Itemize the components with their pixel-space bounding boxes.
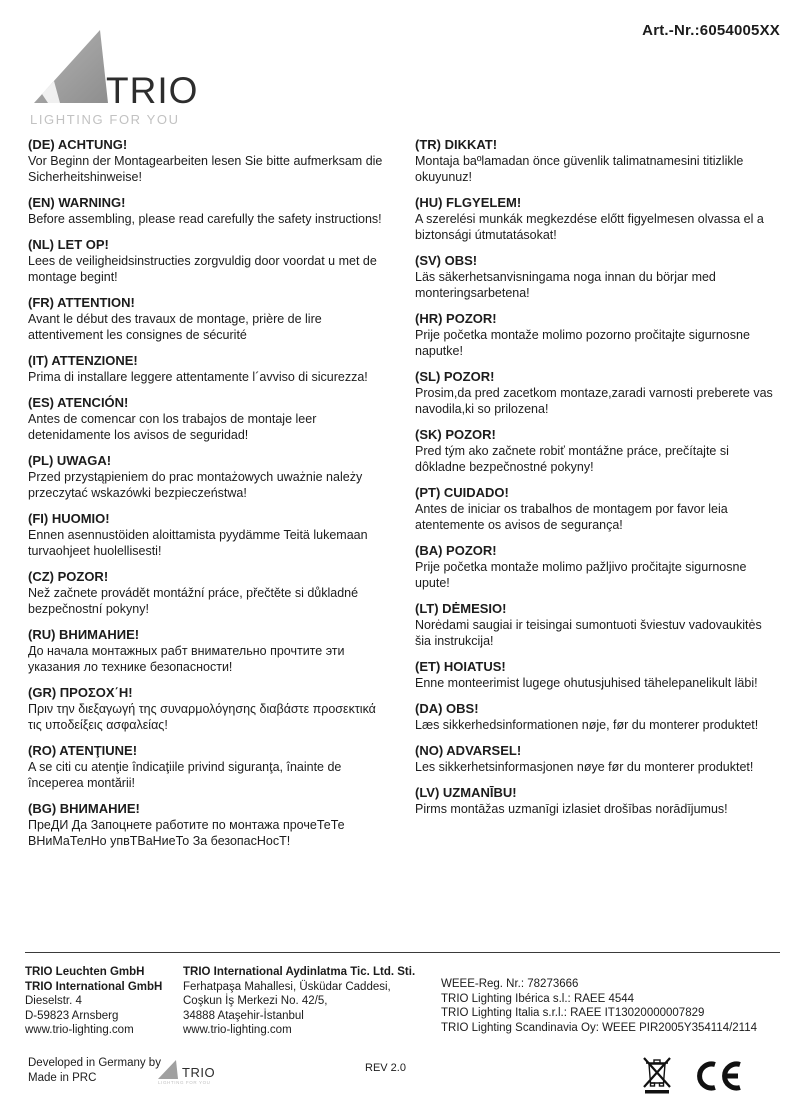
warning-language-header: (TR) DIKKAT! xyxy=(415,137,498,152)
warning-language-header: (PT) CUIDADO! xyxy=(415,485,509,500)
warning-text: Læs sikkerhedsinformationen nøje, før du monterer produktet! xyxy=(415,718,759,732)
warning-text: Norėdami saugiai ir teisingai sumontuoti šviestuv vadovaukitės šia instrukcija! xyxy=(415,618,762,648)
warning-text: Przed przystąpieniem do prac montażowych uważnie należy przeczytać wskazówki bezpieczeństwa! xyxy=(28,470,363,500)
footer-address-line: www.trio-lighting.com xyxy=(25,1024,134,1036)
warning-text: Prosim,da pred zacetkom montaze,zaradi varnosti preberete vas navodila,ki so prilozena! xyxy=(415,386,773,416)
trio-logo-tagline: LIGHTING FOR YOU xyxy=(30,112,180,127)
warning-entry xyxy=(28,353,388,385)
warning-entry xyxy=(415,369,780,417)
footer-registry xyxy=(441,965,757,1038)
warning-text: Läs säkerhetsanvisningama noga innan du börjar med monteringsarbetena! xyxy=(415,270,716,300)
warnings-column-left xyxy=(28,137,388,859)
warning-language-header: (BG) ВНИМАНИЕ! xyxy=(28,801,140,816)
ce-mark-icon xyxy=(694,1060,744,1096)
warning-text: Prije početka montaže molimo pozorno pročitajte sigurnosne naputke! xyxy=(415,328,750,358)
warning-text: До начала монтажных рабт внимательно прочтите эти указания ло технике безопасности! xyxy=(28,644,345,674)
warning-language-header: (NO) ADVARSEL! xyxy=(415,743,522,758)
warning-text: Pred tým ako začnete robiť montážne práce, prečítajte si dôkladne bezpečnostné pokyny! xyxy=(415,444,729,474)
warning-entry xyxy=(415,427,780,475)
revision-label: REV 2.0 xyxy=(365,1062,406,1074)
warning-language-header: (LT) DĖMESIO! xyxy=(415,601,507,616)
warning-text: Les sikkerhetsinformasjonen nøye før du monterer produktet! xyxy=(415,760,754,774)
warning-entry xyxy=(28,295,388,343)
warning-entry xyxy=(28,685,388,733)
footer-company-name: TRIO Leuchten GmbH xyxy=(25,966,145,978)
footer-registry-line: TRIO Lighting Scandinavia Oy: WEEE PIR2005Y354114/2114 xyxy=(441,1021,758,1034)
warning-entry xyxy=(415,601,780,649)
warning-language-header: (ET) HOIATUS! xyxy=(415,659,506,674)
warning-language-header: (DE) ACHTUNG! xyxy=(28,137,128,152)
warning-text: Avant le début des travaux de montage, prière de lire attentivement les consignes de sécurité xyxy=(28,312,322,342)
trio-logo-small-triangle-icon xyxy=(158,1060,180,1080)
warning-entry xyxy=(28,195,388,227)
trio-logo-triangle-icon xyxy=(34,30,112,111)
warning-language-header: (NL) LET OP! xyxy=(28,237,109,252)
warning-language-header: (DA) OBS! xyxy=(415,701,479,716)
warning-entry xyxy=(28,137,388,185)
warning-entry xyxy=(415,659,780,691)
warning-language-header: (SK) POZOR! xyxy=(415,427,496,442)
warning-language-header: (FI) HUOMIO! xyxy=(28,511,110,526)
warning-entry xyxy=(28,569,388,617)
warning-language-header: (IT) ATTENZIONE! xyxy=(28,353,138,368)
warning-entry xyxy=(415,311,780,359)
warning-text: Prima di installare leggere attentamente l´avviso di sicurezza! xyxy=(28,370,368,384)
warning-entry xyxy=(415,253,780,301)
warnings-section xyxy=(28,137,780,859)
warning-language-header: (RU) ВНИМАНИЕ! xyxy=(28,627,140,642)
warning-text: Montaja baºlamadan önce güvenlik talimatnamesini titizlikle okuyunuz! xyxy=(415,154,744,184)
warning-entry xyxy=(415,543,780,591)
warning-text: Enne monteerimist lugege ohutusjuhised tähelepanelikult läbi! xyxy=(415,676,758,690)
warning-language-header: (FR) ATTENTION! xyxy=(28,295,135,310)
warning-text: Antes de iniciar os trabalhos de montagem por favor leia atentemente os avisos de segurança! xyxy=(415,502,728,532)
warning-text: Lees de veiligheidsinstructies zorgvuldig door voordat u met de montage begint! xyxy=(28,254,377,284)
footer-company-name: TRIO International Aydinlatma Tic. Ltd. Sti. xyxy=(183,966,416,978)
warning-text: A se citi cu atenţie îndicaţiile privind siguranţa, înainte de începerea montării! xyxy=(28,760,342,790)
footer-registry-line: WEEE-Reg. Nr.: 78273666 xyxy=(441,978,579,990)
warning-text: Πριν την διεξαγωγή της συναρμολόγησης διαβάστε προσεκτικά τις υποδείξεις ασφαλείας! xyxy=(28,702,376,732)
warning-language-header: (CZ) POZOR! xyxy=(28,569,109,584)
warning-entry xyxy=(28,453,388,501)
warning-text: Prije početka montaže molimo pažljivo pročitajte sigurnosne upute! xyxy=(415,560,747,590)
warning-text: Pirms montāžas uzmanīgi izlasiet drošības norādījumus! xyxy=(415,802,728,816)
warning-text: Ennen asennustöiden aloittamista pyydämme Teitä lukemaan turvaohjeet huolellisesti! xyxy=(28,528,368,558)
warning-entry xyxy=(415,785,780,817)
article-number: Art.-Nr.:6054005XX xyxy=(642,22,780,39)
footer-address-line: 34888 Ataşehir-İstanbul xyxy=(183,1009,304,1022)
warning-entry xyxy=(28,511,388,559)
footer-address-germany xyxy=(25,965,183,1038)
warning-entry xyxy=(415,485,780,533)
warning-entry xyxy=(28,395,388,443)
warning-text: Antes de comencar con los trabajos de montaje leer detenidamente los avisos de seguridad! xyxy=(28,412,317,442)
warning-language-header: (SV) OBS! xyxy=(415,253,478,268)
warning-entry xyxy=(415,743,780,775)
warning-entry xyxy=(28,627,388,675)
footer-address-line: Ferhatpaşa Mahallesi, Üsküdar Caddesi, xyxy=(183,980,391,993)
footer xyxy=(25,952,780,1038)
footer-address-turkey xyxy=(183,965,441,1038)
footer-company-name: TRIO International GmbH xyxy=(25,980,163,993)
warnings-column-right xyxy=(415,137,780,859)
trio-logo-wordmark: TRIO xyxy=(106,70,199,111)
warning-entry xyxy=(415,701,780,733)
footer-registry-line: TRIO Lighting Ibérica s.l.: RAEE 4544 xyxy=(441,992,635,1005)
weee-crossed-bin-icon xyxy=(642,1056,672,1096)
warning-language-header: (PL) UWAGA! xyxy=(28,453,112,468)
warning-text: ПреДИ Да Запоцнете работите по монтажа прочеТеТе ВНиМаТелНо упвТВаНиеТо За безопасНосТ! xyxy=(28,818,345,848)
warning-language-header: (BA) POZOR! xyxy=(415,543,497,558)
developed-note: Developed in Germany by Made in PRC xyxy=(28,1057,161,1084)
warning-language-header: (HU) FLGYELEM! xyxy=(415,195,522,210)
footer-address-line: Dieselstr. 4 xyxy=(25,995,82,1007)
warning-language-header: (ES) ATENCIÓN! xyxy=(28,395,129,410)
warning-entry xyxy=(28,801,388,849)
footer-address-line: D-59823 Arnsberg xyxy=(25,1009,119,1022)
warning-language-header: (RO) ATENŢIUNE! xyxy=(28,743,138,758)
trio-logo-small: TRIO LIGHTING FOR YOU xyxy=(158,1060,228,1085)
warning-language-header: (GR) ΠΡΟΣΟΧ΄Η! xyxy=(28,685,133,700)
warning-text: Než začnete provádět montážní práce, přečtěte si důkladné bezpečnostní pokyny! xyxy=(28,586,359,616)
warning-text: Vor Beginn der Montagearbeiten lesen Sie bitte aufmerksam die Sicherheitshinweise! xyxy=(28,154,383,184)
warning-language-header: (SL) POZOR! xyxy=(415,369,495,384)
warning-entry xyxy=(415,137,780,185)
bottom-row xyxy=(28,1056,780,1096)
warning-entry xyxy=(28,743,388,791)
warning-text: Before assembling, please read carefully the safety instructions! xyxy=(28,212,382,226)
warning-entry xyxy=(28,237,388,285)
footer-address-line: Coşkun İş Merkezi No. 42/5, xyxy=(183,995,328,1007)
warning-entry xyxy=(415,195,780,243)
warning-language-header: (EN) WARNING! xyxy=(28,195,126,210)
warning-text: A szerelési munkák megkezdése előtt figyelmesen olvassa el a biztonsági útmutatásokat! xyxy=(415,212,764,242)
warning-language-header: (LV) UZMANĪBU! xyxy=(415,785,517,800)
warning-language-header: (HR) POZOR! xyxy=(415,311,497,326)
footer-address-line: www.trio-lighting.com xyxy=(183,1024,292,1036)
footer-registry-line: TRIO Lighting Italia s.r.l.: RAEE IT13020000007829 xyxy=(441,1007,705,1019)
